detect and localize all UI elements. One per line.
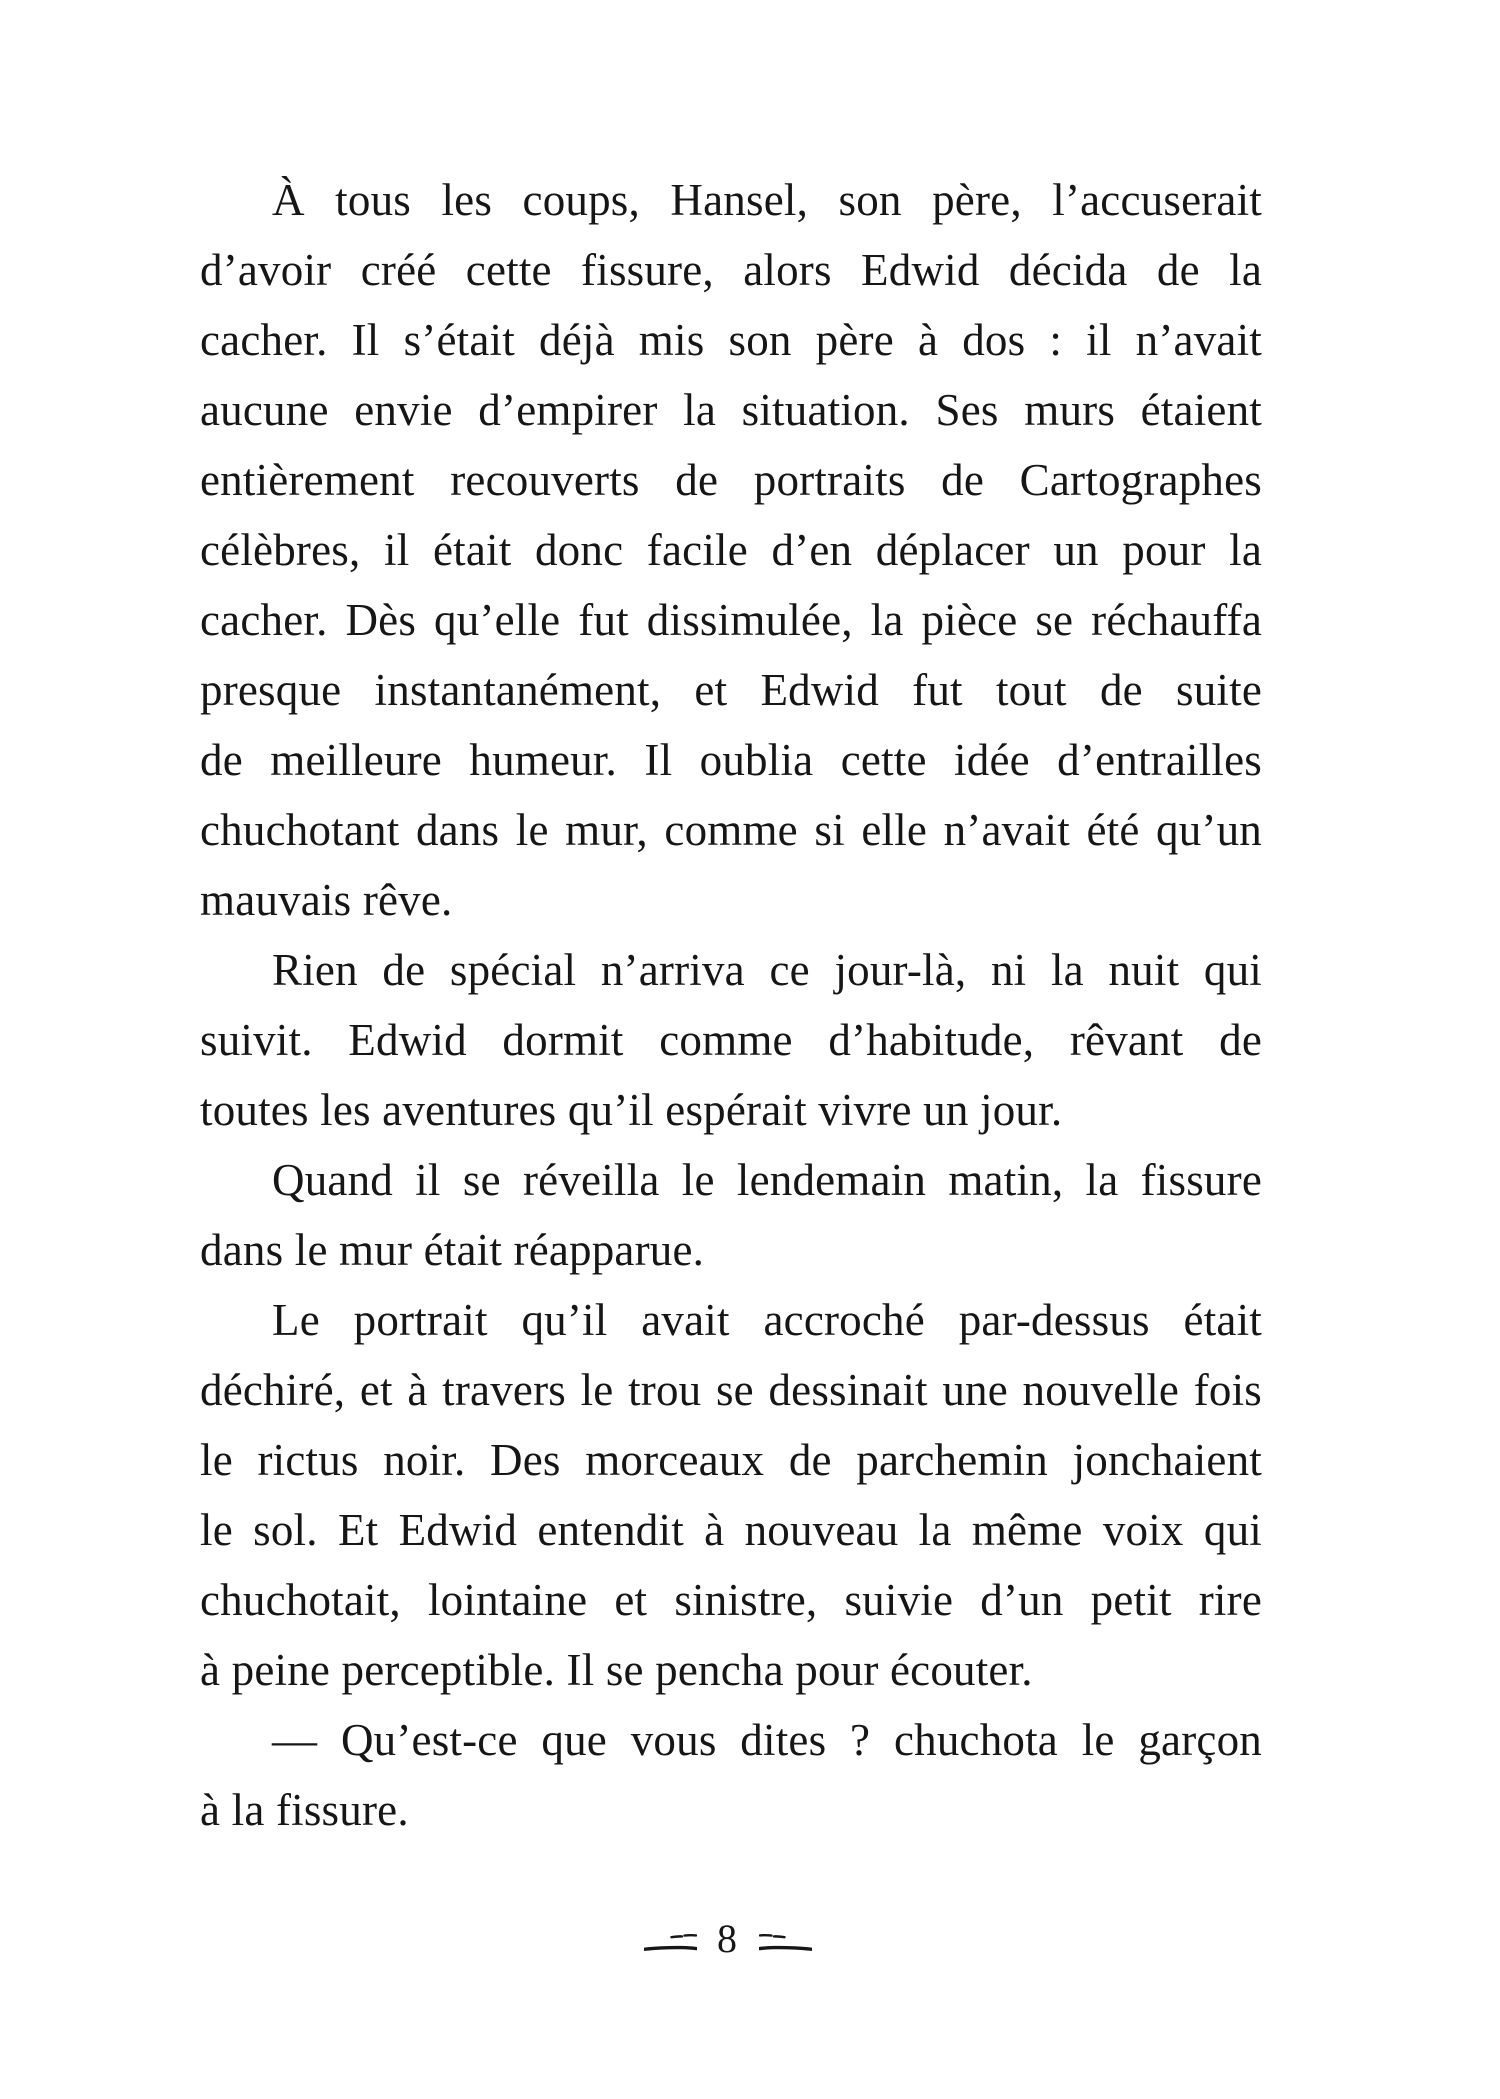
paragraph	[200, 165, 1262, 935]
paragraph	[200, 1285, 1262, 1705]
paragraph	[200, 935, 1262, 1145]
text-line: à la fissure.	[200, 1785, 409, 1835]
text-line: chuchotait, lointaine et sinistre, suivie d’un petit rire	[200, 1575, 1262, 1625]
paragraph	[200, 1705, 1262, 1845]
page-number: 8	[717, 1916, 737, 1961]
text-line: suivit. Edwid dormit comme d’habitude, rêvant de	[200, 1015, 1262, 1065]
text-line: le sol. Et Edwid entendit à nouveau la même voix qui	[200, 1505, 1262, 1555]
dash-ornament-left-icon	[644, 1932, 697, 1954]
text-line: aucune envie d’empirer la situation. Ses murs étaient	[200, 385, 1262, 435]
text-line: Rien de spécial n’arriva ce jour-là, ni la nuit qui	[272, 945, 1262, 995]
text-line: célèbres, il était donc facile d’en déplacer un pour la	[200, 525, 1262, 575]
text-line: cacher. Dès qu’elle fut dissimulée, la pièce se réchauffa	[200, 595, 1262, 645]
text-line: À tous les coups, Hansel, son père, l’accuserait	[272, 175, 1262, 225]
text-line: de meilleure humeur. Il oublia cette idée d’entrailles	[200, 735, 1262, 785]
text-line: toutes les aventures qu’il espérait vivre un jour.	[200, 1085, 1063, 1135]
page-footer	[644, 1916, 812, 1961]
text-line: d’avoir créé cette fissure, alors Edwid décida de la	[200, 245, 1262, 295]
text-line: Le portrait qu’il avait accroché par-dessus était	[272, 1295, 1262, 1345]
page-text	[200, 165, 1262, 1845]
text-line: cacher. Il s’était déjà mis son père à dos : il n’avait	[200, 315, 1262, 365]
paragraph	[200, 1145, 1262, 1285]
text-line: presque instantanément, et Edwid fut tout de suite	[200, 665, 1262, 715]
text-line: mauvais rêve.	[200, 875, 453, 925]
text-line: — Qu’est-ce que vous dites ? chuchota le garçon	[272, 1715, 1262, 1765]
text-line: chuchotant dans le mur, comme si elle n’avait été qu’un	[200, 805, 1262, 855]
text-line: le rictus noir. Des morceaux de parchemin jonchaient	[200, 1435, 1262, 1485]
text-line: Quand il se réveilla le lendemain matin, la fissure	[272, 1155, 1262, 1205]
text-line: à peine perceptible. Il se pencha pour écouter.	[200, 1645, 1033, 1695]
text-line: entièrement recouverts de portraits de Cartographes	[200, 455, 1262, 505]
text-line: dans le mur était réapparue.	[200, 1225, 705, 1275]
dash-ornament-right-icon	[759, 1932, 812, 1954]
text-line: déchiré, et à travers le trou se dessinait une nouvelle fois	[200, 1365, 1262, 1415]
